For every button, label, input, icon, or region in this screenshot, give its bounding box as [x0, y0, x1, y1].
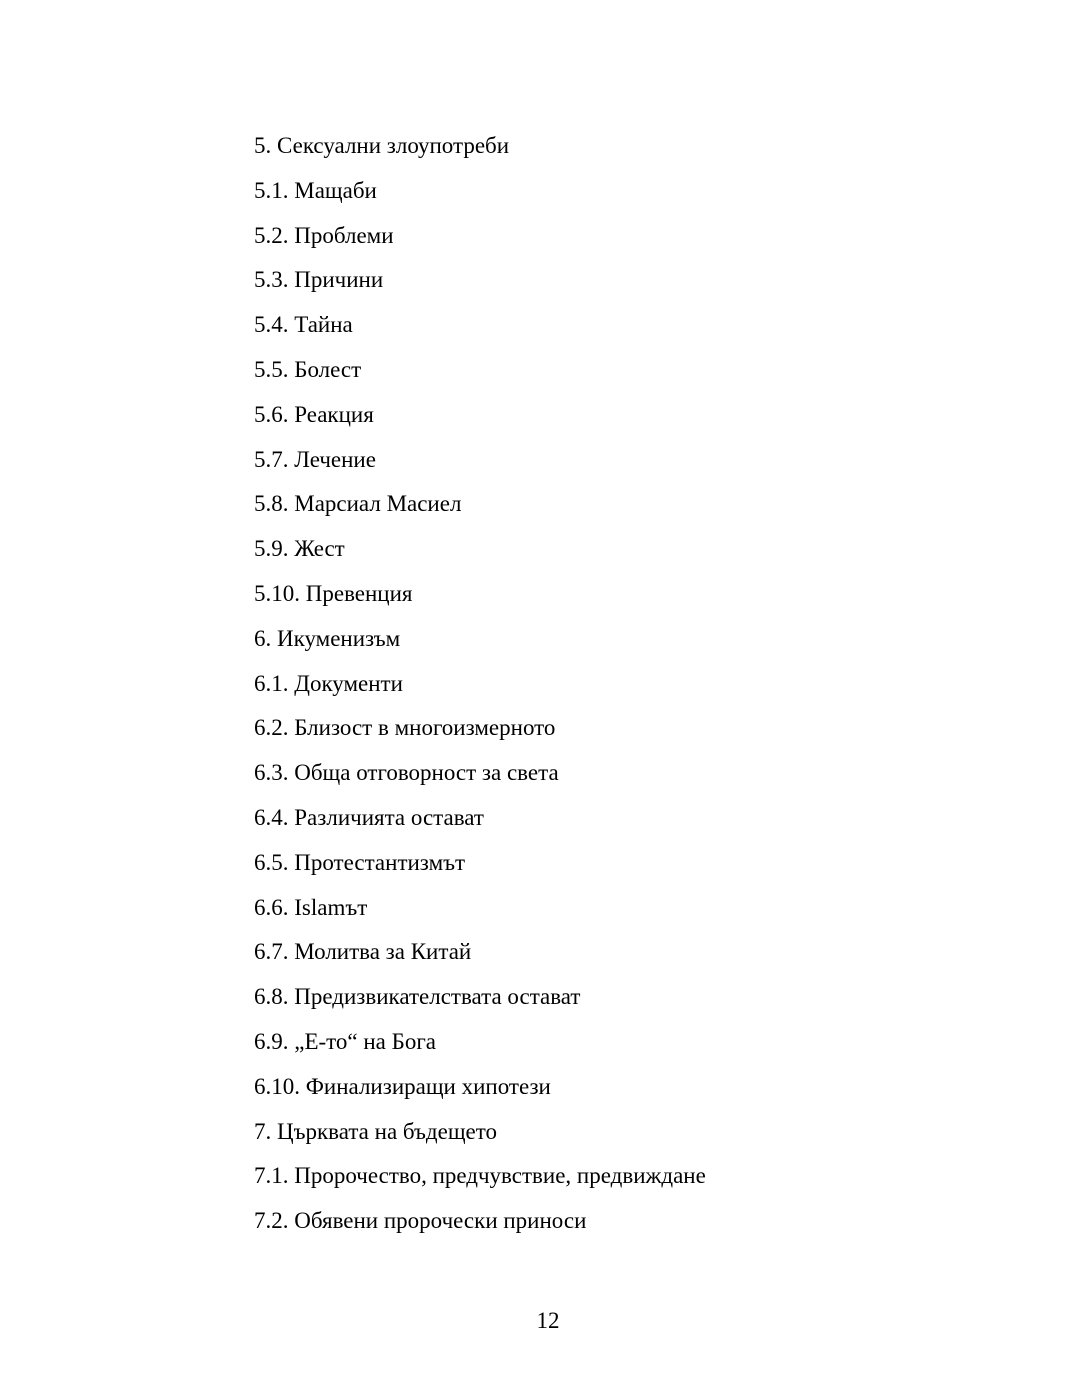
- toc-entry: 6.6. Islamът: [254, 894, 368, 920]
- toc-entry: 6. Икуменизъм: [254, 625, 401, 651]
- toc-entry: 7.1. Пророчество, предчувствие, предвиждане: [254, 1163, 706, 1189]
- toc-entry: 5.5. Болест: [254, 356, 362, 382]
- toc-entry: 5.6. Реакция: [254, 401, 374, 427]
- toc-entry: 5.9. Жест: [254, 536, 345, 562]
- toc-entry: 6.7. Молитва за Китай: [254, 939, 472, 965]
- toc-entry: 6.9. „Е-то“ на Бога: [254, 1028, 436, 1054]
- toc-entry: 5.10. Превенция: [254, 580, 413, 606]
- toc-entry: 6.4. Различията остават: [254, 804, 484, 830]
- toc-entry: 5.8. Марсиал Масиел: [254, 491, 462, 517]
- toc-entry: 7. Църквата на бъдещето: [254, 1118, 498, 1144]
- page-number: 12: [536, 1308, 560, 1333]
- toc-entry: 6.1. Документи: [254, 670, 403, 696]
- toc-entry: 6.3. Обща отговорност за света: [254, 760, 559, 786]
- toc-entry: 6.5. Протестантизмът: [254, 849, 466, 875]
- toc-entry: 5.3. Причини: [254, 267, 384, 293]
- toc-entry: 6.8. Предизвикателствата остават: [254, 984, 581, 1010]
- toc-entry: 6.2. Близост в многоизмерното: [254, 715, 556, 741]
- toc-entry: 6.10. Финализиращи хипотези: [254, 1073, 551, 1099]
- toc-entry: 5.4. Тайна: [254, 312, 353, 338]
- toc-entry: 5.1. Мащаби: [254, 177, 377, 203]
- toc-entry: 5.7. Лечение: [254, 446, 376, 472]
- toc-entry: 5. Сексуални злоупотреби: [254, 133, 510, 158]
- toc-entry: 5.2. Проблеми: [254, 222, 394, 248]
- table-of-contents: [254, 124, 706, 1244]
- toc-entry: 7.2. Обявени пророчески приноси: [254, 1208, 587, 1234]
